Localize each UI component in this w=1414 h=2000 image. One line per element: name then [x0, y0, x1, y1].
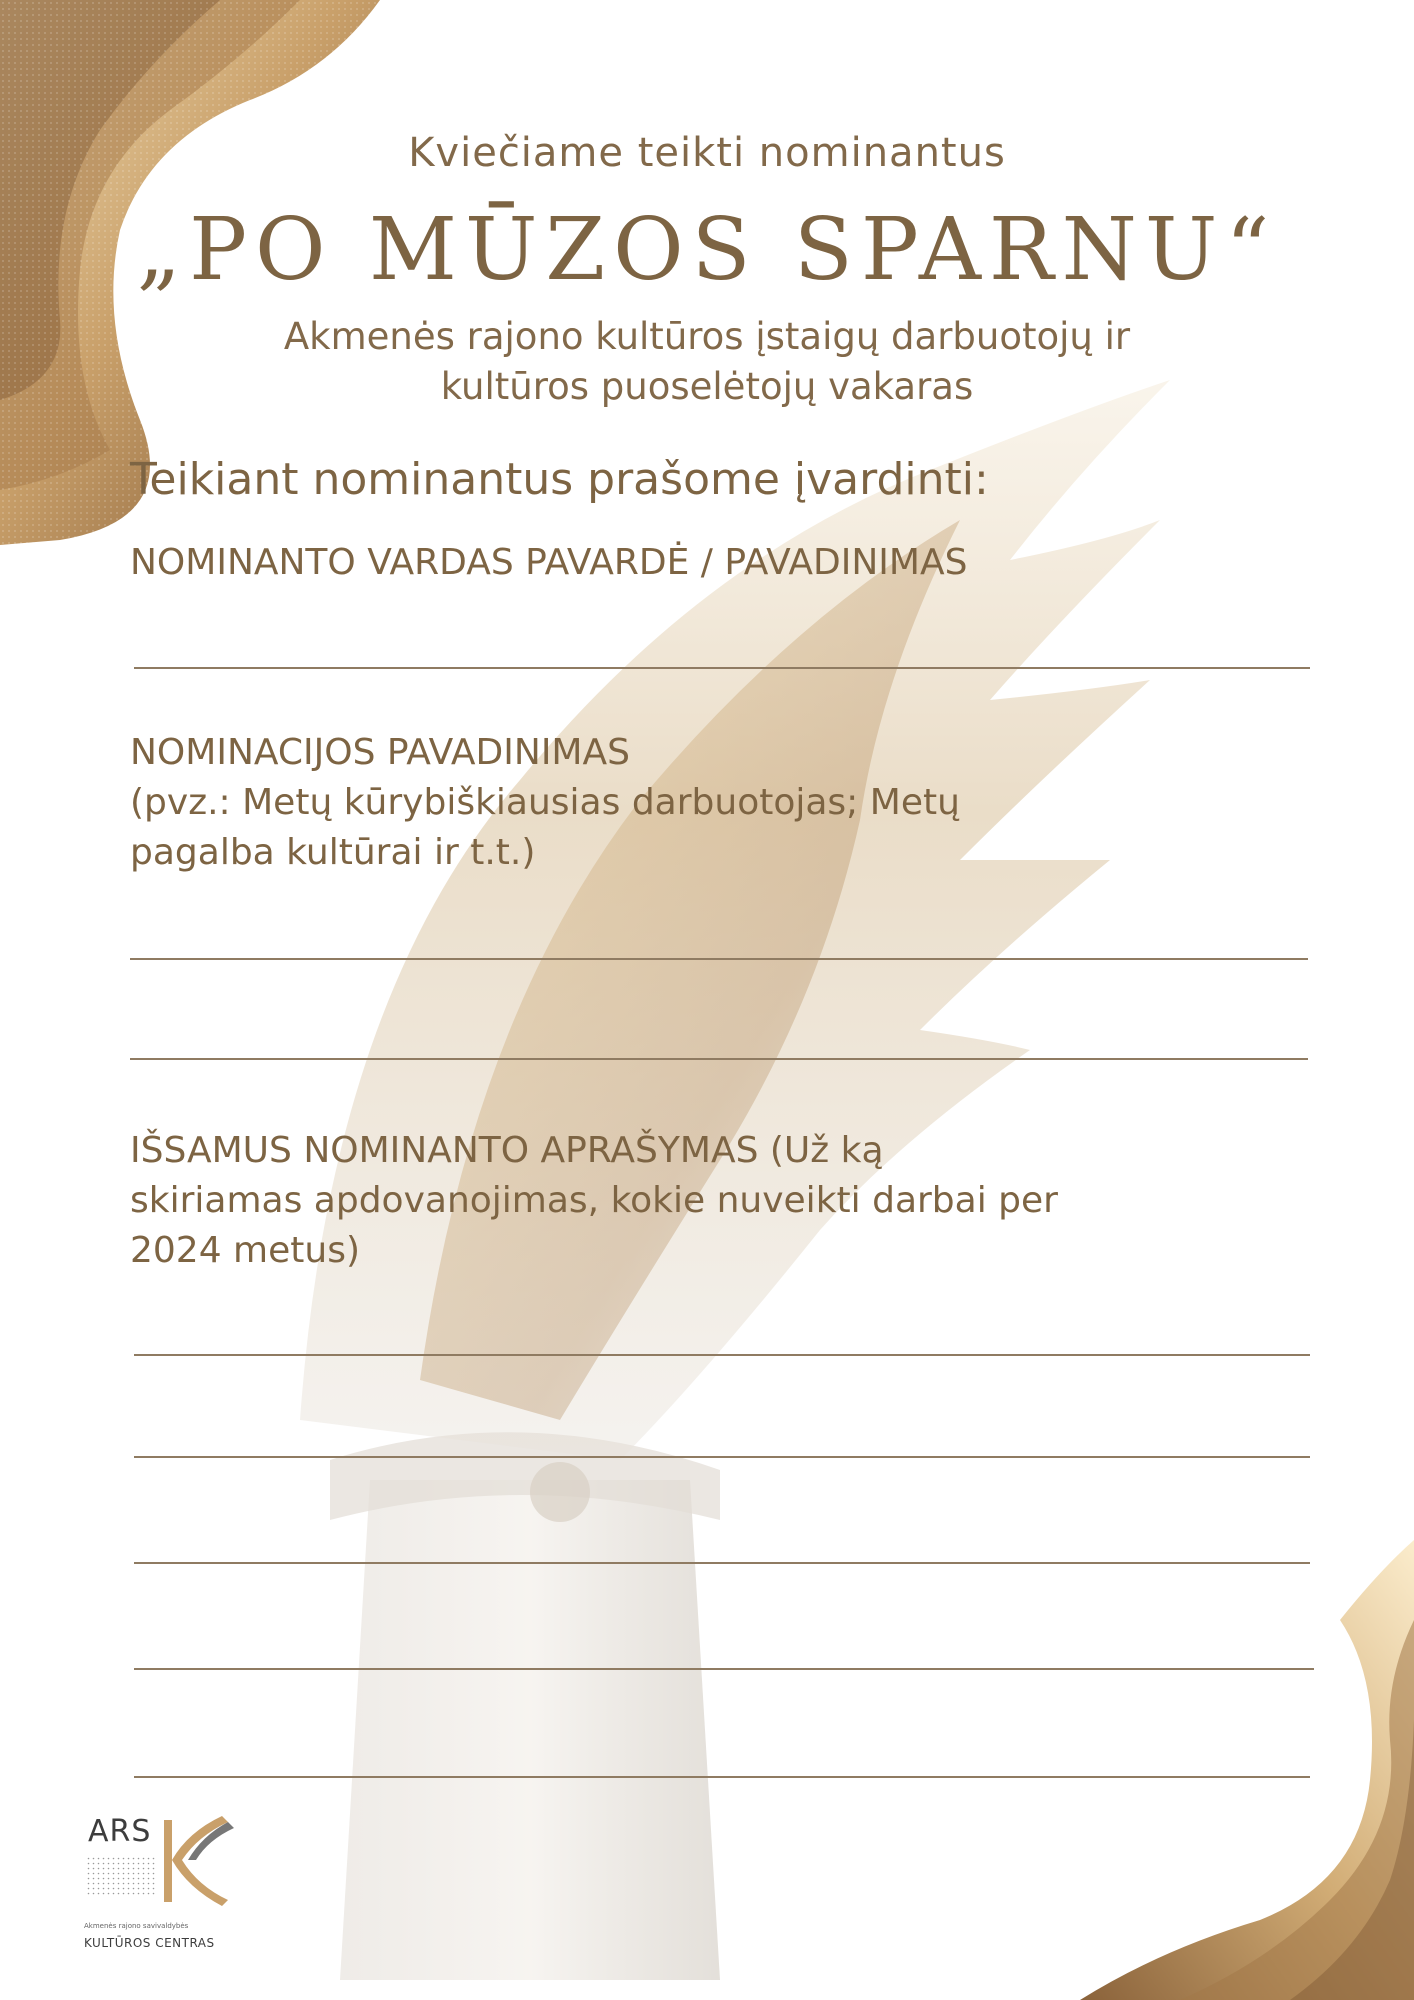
nomination-label-line-2: (pvz.: Metų kūrybiškiausias darbuotojas; Metų — [130, 782, 960, 823]
description-line-4[interactable] — [134, 1668, 1314, 1670]
event-title: „PO MŪZOS SPARNU“ — [136, 200, 1278, 300]
logo-k-mark-icon — [158, 1816, 234, 1906]
description-line-1[interactable] — [134, 1354, 1310, 1356]
logo-ars-text: ARS — [88, 1814, 152, 1849]
nomination-label-line-3: pagalba kultūrai ir t.t.) — [130, 832, 536, 873]
nominee-name-label: NOMINANTO VARDAS PAVARDĖ / PAVADINIMAS — [130, 542, 968, 583]
description-label-line-2: skiriamas apdovanojimas, kokie nuveikti darbai per — [130, 1180, 1058, 1221]
event-subtitle — [0, 312, 1414, 412]
description-label-line-1: IŠSAMUS NOMINANTO APRAŠYMAS (Už ką — [130, 1130, 884, 1171]
logo-name-text: KULTŪROS CENTRAS — [84, 1936, 215, 1950]
description-line-2[interactable] — [134, 1456, 1310, 1458]
subtitle-line-1: Akmenės rajono kultūros įstaigų darbuotojų ir — [283, 315, 1131, 358]
description-label — [130, 1126, 1310, 1276]
logo-municipality-text: Akmenės rajono savivaldybės — [84, 1922, 189, 1930]
nomination-title-line-2[interactable] — [130, 1058, 1308, 1060]
nomination-title-label — [130, 728, 1310, 878]
description-label-line-3: 2024 metus) — [130, 1230, 361, 1271]
kulturos-centras-logo — [84, 1800, 284, 1970]
form-lead: Teikiant nominantus prašome įvardinti: — [130, 454, 989, 505]
logo-dots — [86, 1856, 156, 1896]
nomination-title-line-1[interactable] — [130, 958, 1308, 960]
nomination-label-line-1: NOMINACIJOS PAVADINIMAS — [130, 732, 630, 773]
description-line-3[interactable] — [134, 1562, 1310, 1564]
description-line-5[interactable] — [134, 1776, 1310, 1778]
intro-text: Kviečiame teikti nominantus — [408, 130, 1006, 176]
subtitle-line-2: kultūros puoselėtojų vakaras — [440, 365, 974, 408]
nominee-name-line[interactable] — [134, 667, 1310, 669]
